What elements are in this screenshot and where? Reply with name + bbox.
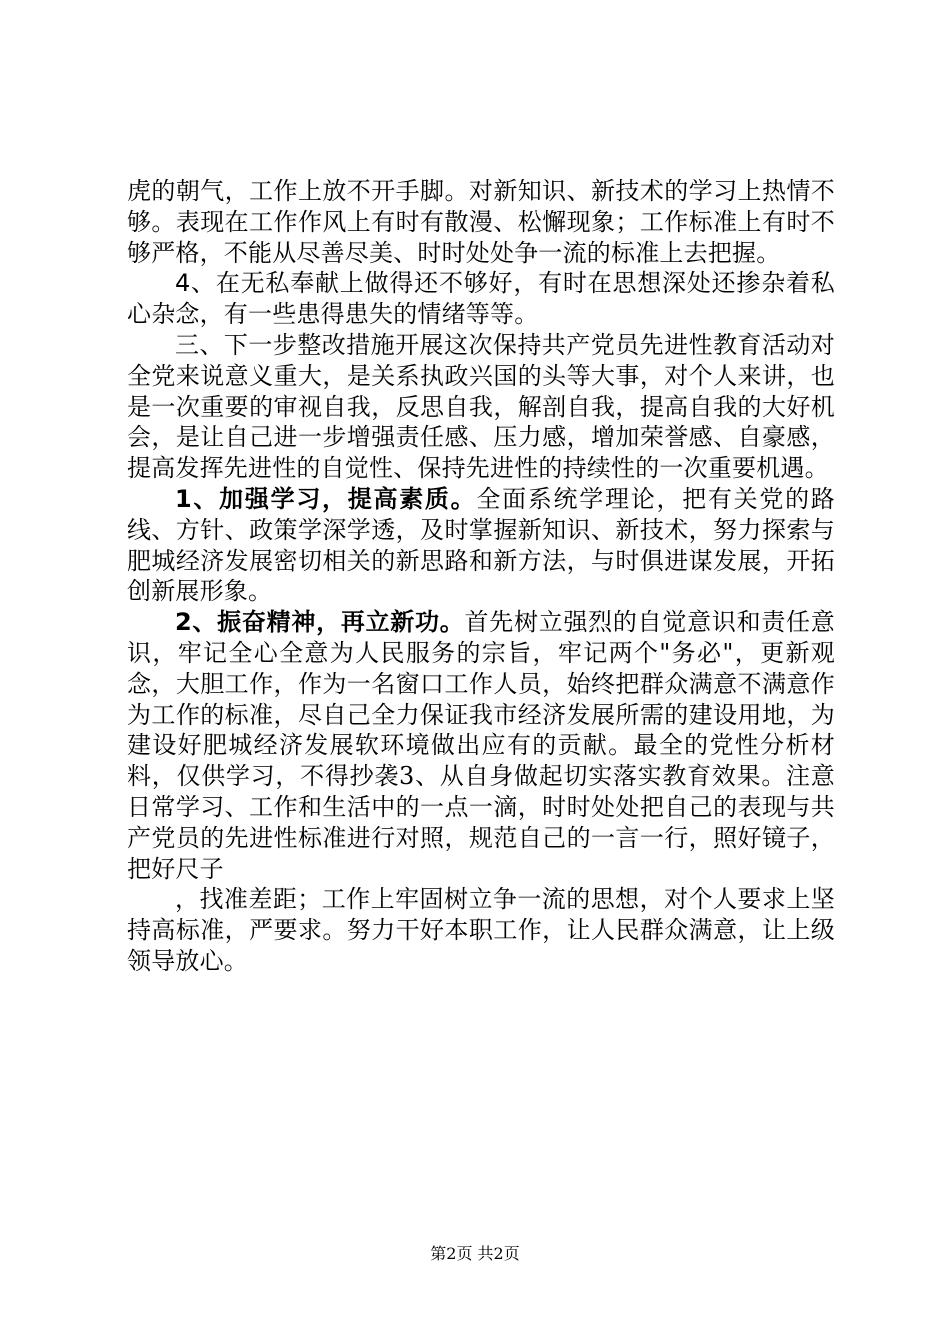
paragraph-section-three: 三、下一步整改措施开展这次保持共产党员先进性教育活动对全党来说意义重大，是关系执政兴国的头等大事，对个人来讲，也是一次重要的审视自我，反思自我，解剖自我，提高自我的大好机会，是让自己进一步增强责任感、压力感，增加荣誉感、自豪感，提高发挥先进性的自觉性、保持先进性的持续性的一次重要机遇。 xyxy=(127,330,835,483)
paragraph-closing: ，找准差距；工作上牢固树立争一流的思想，对个人要求上坚持高标准，严要求。努力干好本职工作，让人民群众满意，让上级领导放心。 xyxy=(127,885,835,975)
paragraph-item-1-text: 全面系统学理论，把有关党的路线、方针、政策学深学透，及时掌握新知识、新技术，努力探索与肥城经济发展密切相关的新思路和新方法，与时俱进谋发展，开拓创新展形象。 xyxy=(127,484,835,606)
paragraph-item-4: 4、在无私奉献上做得还不够好，有时在思想深处还掺杂着私心杂念，有一些患得患失的情绪等等。 xyxy=(127,269,835,329)
paragraph-item-1-heading: 1、加强学习，提高素质。 xyxy=(175,484,477,513)
paragraph-item-2-heading: 2、振奋精神，再立新功。 xyxy=(175,608,465,637)
paragraph-continuation: 虎的朝气，工作上放不开手脚。对新知识、新技术的学习上热情不够。表现在工作作风上有时有散漫、松懈现象；工作标准上有时不够严格，不能从尽善尽美、时时处处争一流的标准上去把握。 xyxy=(127,177,835,267)
paragraph-item-1 xyxy=(127,484,835,607)
page-footer xyxy=(0,1244,950,1264)
page-number-label: 第2页 共2页 xyxy=(430,1244,520,1263)
paragraph-item-2-text: 首先树立强烈的自觉意识和责任意识，牢记全心全意为人民服务的宗旨，牢记两个"务必"，更新观念，大胆工作，作为一名窗口工作人员，始终把群众满意不满意作为工作的标准，尽自己全力保证我市经济发展所需的建设用地，为建设好肥城经济发展软环境做出应有的贡献。最全的党性分析材料，仅供学习，不得抄袭3、从自身做起切实落实教育效果。注意日常学习、工作和生活中的一点一滴，时时处处把自己的表现与共产党员的先进性标准进行对照，规范自己的一言一行，照好镜子，把好尺子 xyxy=(127,608,835,883)
paragraph-item-2 xyxy=(127,607,835,884)
document-body xyxy=(127,176,835,977)
